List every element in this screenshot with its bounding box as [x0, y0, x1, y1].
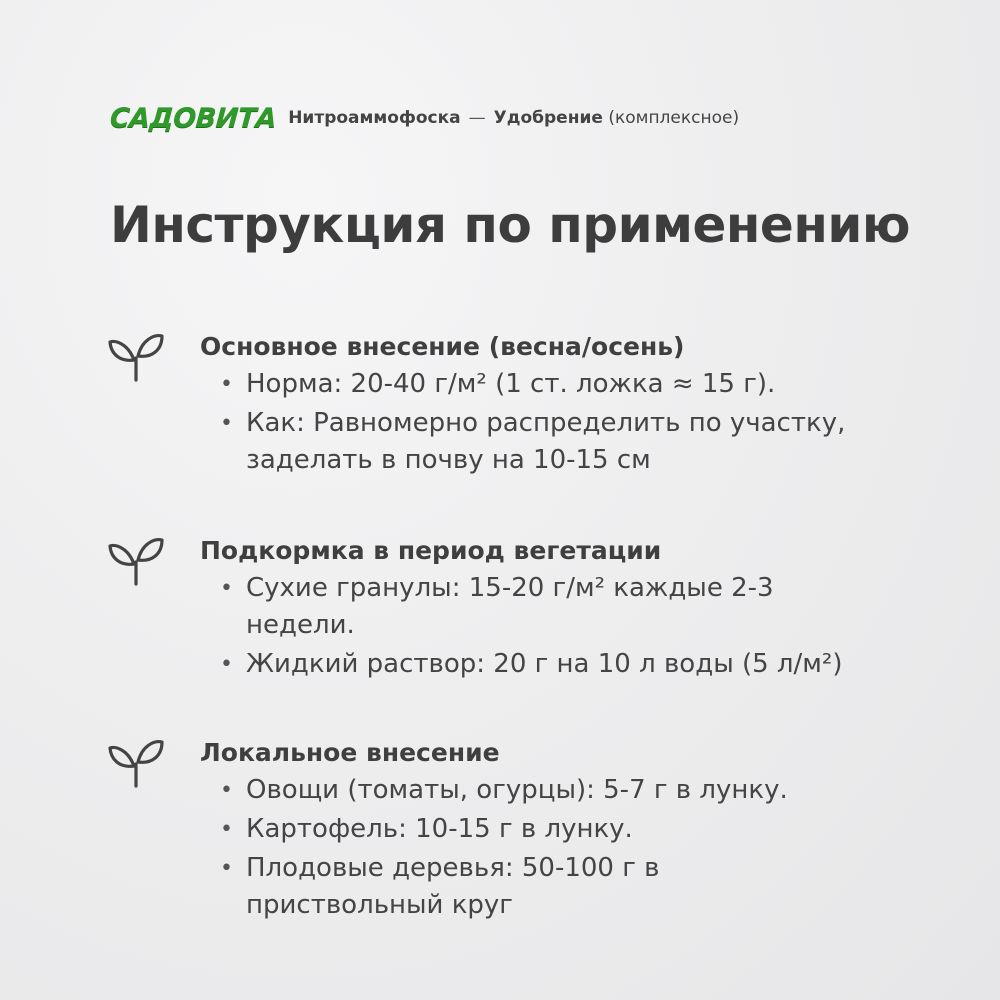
bullet: • [220, 856, 233, 881]
brand-logo: САДОВИТА [108, 102, 278, 134]
section-list [212, 570, 972, 685]
item-line: Норма: 20-40 г/м² (1 ст. ложка ≈ 15 г). [246, 369, 776, 399]
header [110, 100, 739, 136]
list-item [212, 811, 972, 848]
product-name: Нитроаммофоска [288, 108, 461, 128]
list-item [212, 405, 972, 479]
product-category: Удобрение [493, 108, 603, 128]
bullet: • [220, 652, 233, 677]
bullet: • [220, 778, 233, 803]
section-list [212, 772, 972, 926]
page-title: Инструкция по применению [110, 196, 911, 254]
sprout-icon [108, 534, 164, 586]
product-category-note: (комплексное) [608, 108, 740, 128]
item-line: Картофель: 10-15 г в лунку. [246, 814, 633, 844]
bullet: • [220, 372, 233, 397]
item-line: приствольный круг [246, 890, 513, 920]
item-line: заделать в почву на 10-15 см [246, 445, 651, 475]
item-line: Как: Равномерно распределить по участку, [246, 408, 846, 438]
section-heading: Локальное внесение [200, 738, 500, 767]
list-item [212, 646, 972, 683]
list-item [212, 570, 972, 644]
bullet: • [220, 817, 233, 842]
sprout-icon [108, 330, 164, 382]
sprout-icon [108, 736, 164, 788]
item-line: Сухие гранулы: 15-20 г/м² каждые 2-3 [246, 573, 774, 603]
item-line: Овощи (томаты, огурцы): 5-7 г в лунку. [246, 775, 788, 805]
list-item [212, 850, 972, 924]
list-item [212, 772, 972, 809]
item-line: Жидкий раствор: 20 г на 10 л воды (5 л/м²) [246, 649, 843, 679]
product-line [288, 108, 739, 128]
bullet: • [220, 576, 233, 601]
section-list [212, 366, 972, 481]
list-item [212, 366, 972, 403]
item-line: недели. [246, 610, 355, 640]
separator: — [468, 108, 486, 128]
item-line: Плодовые деревья: 50-100 г в [246, 853, 660, 883]
section-heading: Основное внесение (весна/осень) [200, 332, 685, 361]
section-heading: Подкормка в период вегетации [200, 536, 662, 565]
bullet: • [220, 411, 233, 436]
